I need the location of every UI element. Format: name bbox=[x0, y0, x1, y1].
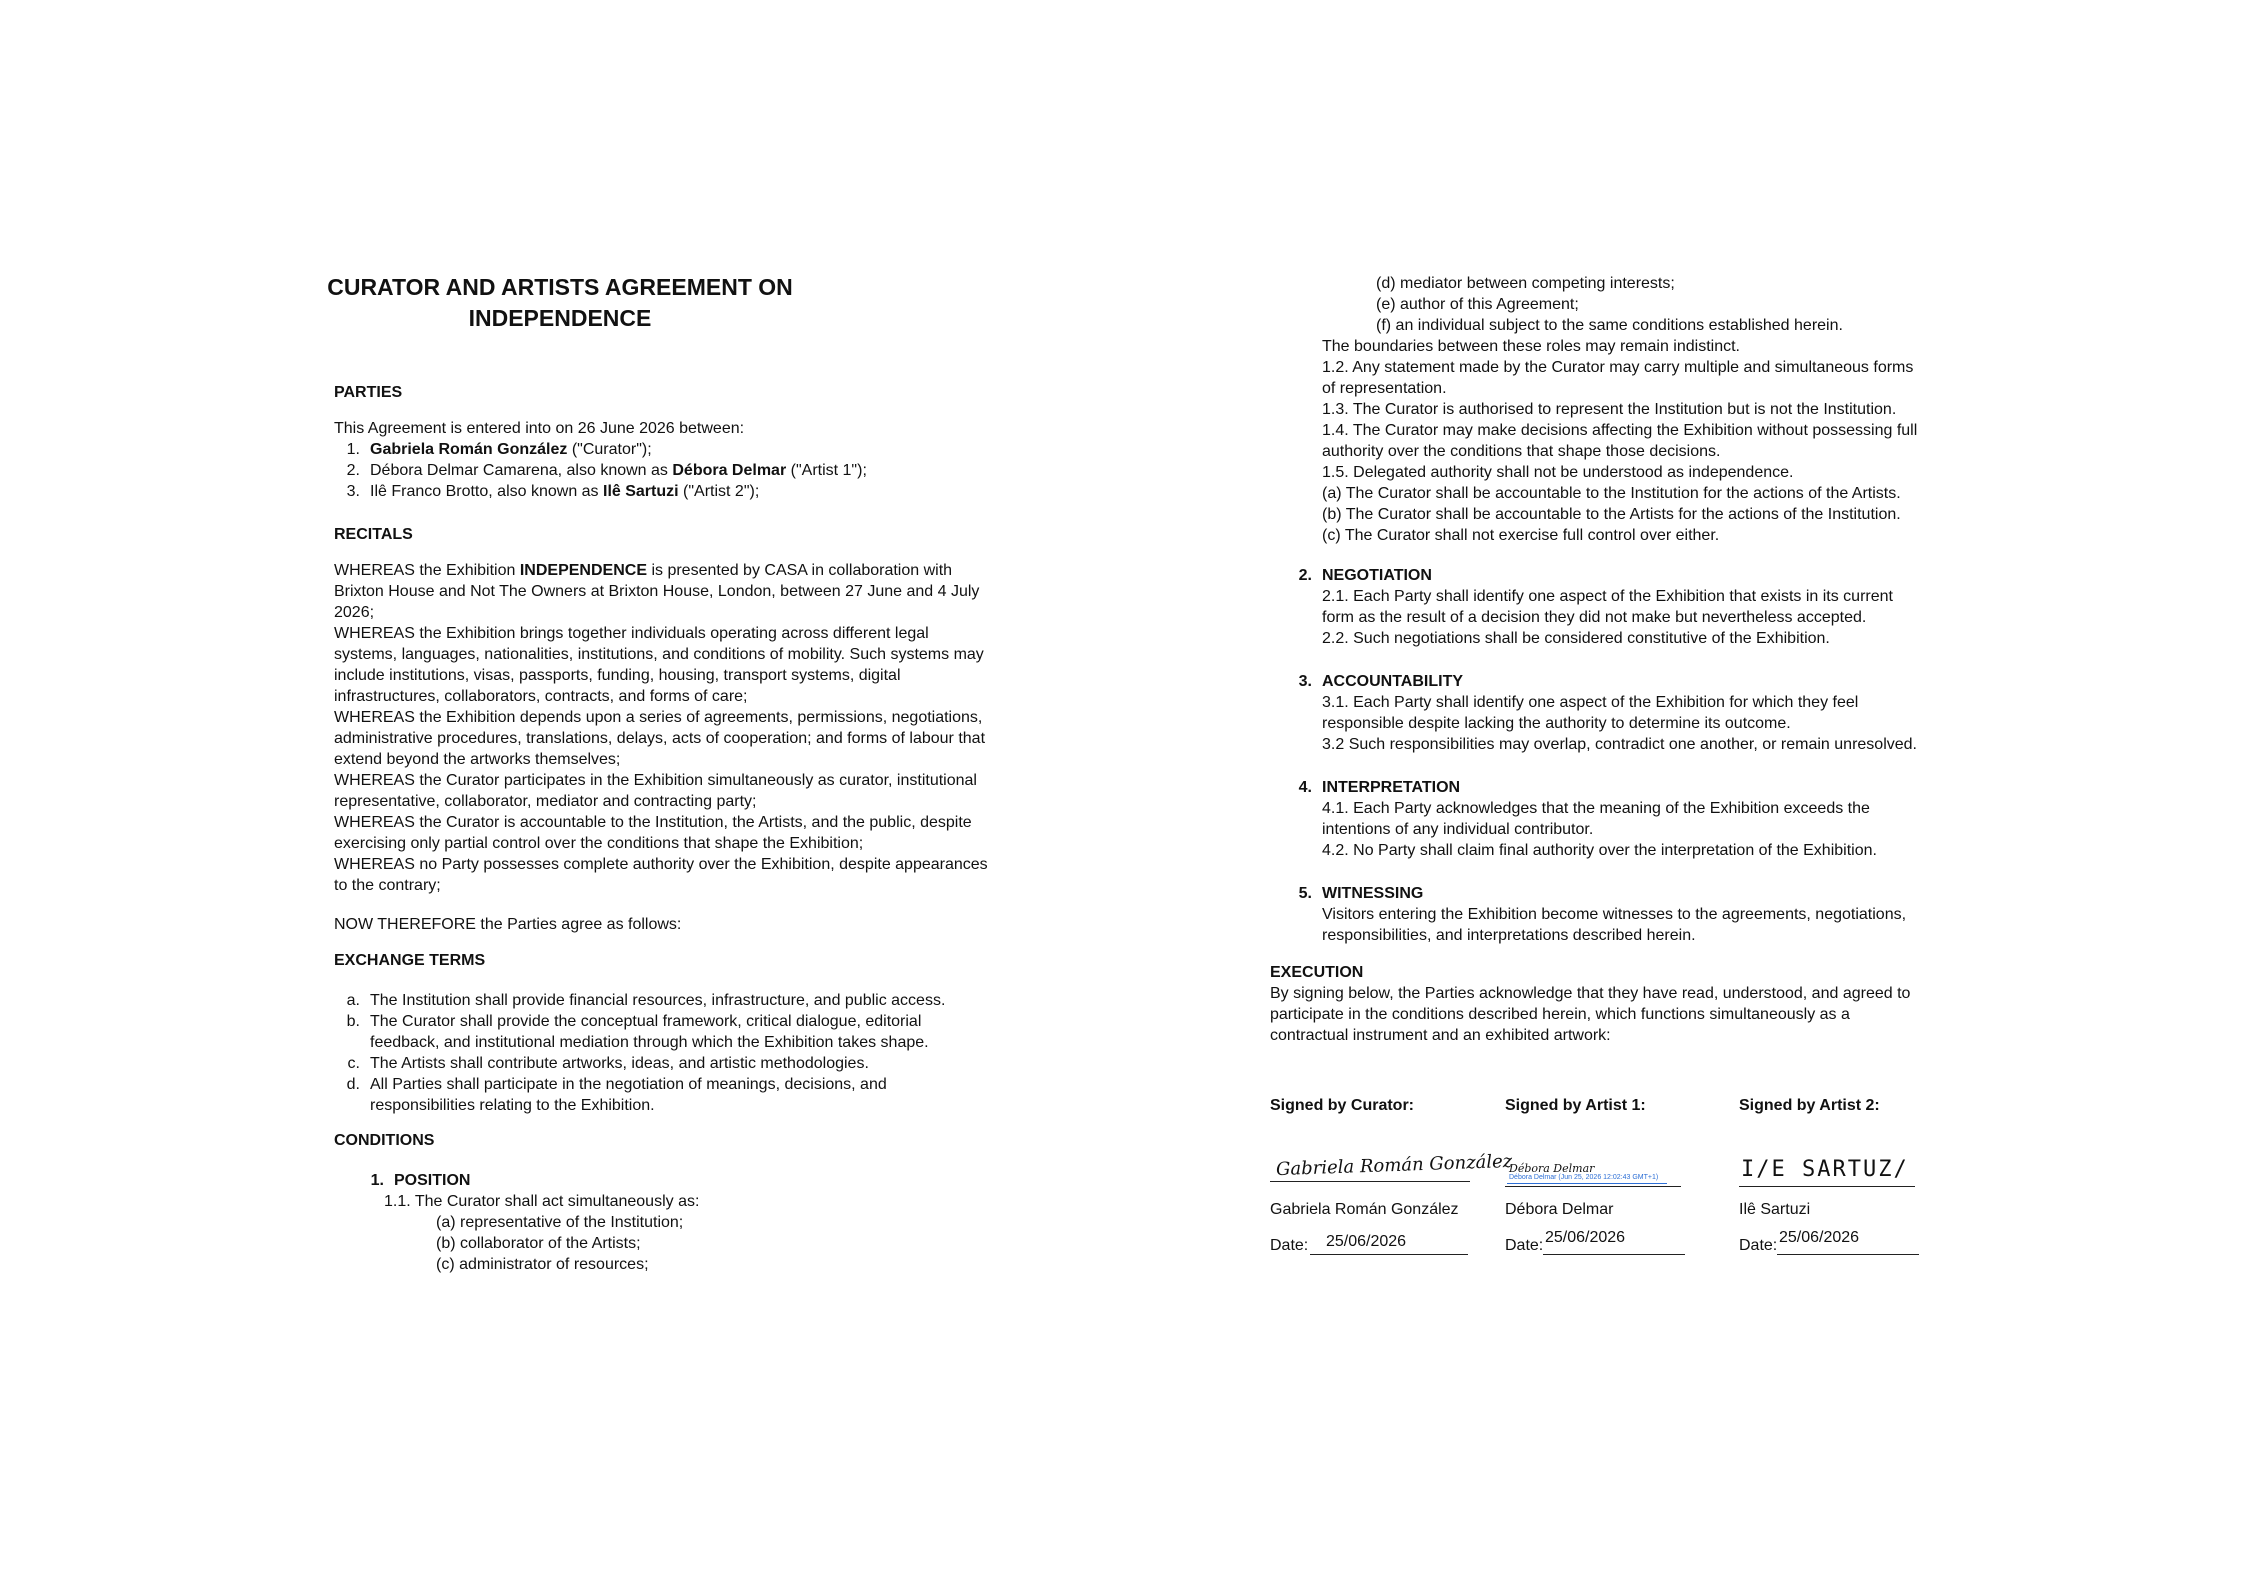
party-number: 1. bbox=[346, 441, 360, 458]
signature-block-curator bbox=[1270, 1097, 1513, 1267]
section-number: 2. bbox=[1298, 567, 1312, 584]
exchange-term-letter: a. bbox=[346, 992, 360, 1009]
party-name: Ilê Sartuzi bbox=[603, 483, 679, 500]
recital-line bbox=[334, 833, 863, 854]
position-clause-line: 1.4. The Curator may make decisions affecting the Exhibition without possessing full bbox=[1322, 422, 1918, 439]
section-number: 3. bbox=[1298, 673, 1312, 690]
section-clause-line: intentions of any individual contributor. bbox=[1322, 821, 1594, 838]
section-heading bbox=[1296, 777, 1460, 798]
exchange-term-line bbox=[334, 990, 945, 1011]
party-name: Gabriela Román González bbox=[370, 441, 568, 458]
position-clause-line: 1.3. The Curator is authorised to represent the Institution but is not the Institution. bbox=[1322, 401, 1897, 418]
artist-2-signature: I/E SARTUZ/ bbox=[1741, 1157, 1909, 1182]
exchange-term-line bbox=[334, 1011, 921, 1032]
accountability-line: (b) The Curator shall be accountable to the Artists for the actions of the Institution. bbox=[1322, 506, 1901, 523]
execution-line: participate in the conditions described herein, which functions simultaneously as a bbox=[1270, 1006, 1850, 1023]
recital-text: WHEREAS the Curator is accountable to the Institution, the Artists, and the public, despite bbox=[334, 814, 972, 831]
party-item bbox=[334, 481, 759, 502]
recital-line bbox=[334, 644, 984, 665]
recital-text: exercising only partial control over the conditions that shape the Exhibition; bbox=[334, 835, 864, 852]
recital-line bbox=[334, 581, 979, 602]
section-clause-line: responsibilities, and interpretations described herein. bbox=[1322, 927, 1696, 944]
signature-line bbox=[1505, 1186, 1681, 1187]
exchange-term-text: The Institution shall provide financial resources, infrastructure, and public access. bbox=[370, 992, 946, 1009]
party-text-post: ("Artist 1"); bbox=[786, 462, 867, 479]
recital-line bbox=[334, 791, 756, 812]
party-name: Débora Delmar bbox=[672, 462, 787, 479]
signature-block-artist-2 bbox=[1739, 1097, 1959, 1267]
section-heading bbox=[1296, 671, 1463, 692]
exchange-term-text: The Artists shall contribute artworks, ideas, and artistic methodologies. bbox=[370, 1055, 869, 1072]
recital-line bbox=[334, 602, 374, 623]
role-item: (a) representative of the Institution; bbox=[436, 1214, 684, 1231]
recital-text: extend beyond the artworks themselves; bbox=[334, 751, 621, 768]
section-clause-line: responsible despite lacking the authority to determine its outcome. bbox=[1322, 715, 1791, 732]
recital-line bbox=[334, 686, 748, 707]
signature-line bbox=[1739, 1186, 1915, 1187]
recital-text: WHEREAS the Curator participates in the Exhibition simultaneously as curator, institutional bbox=[334, 772, 977, 789]
exchange-term-letter: b. bbox=[346, 1013, 360, 1030]
party-number: 3. bbox=[346, 483, 360, 500]
recital-text: WHEREAS the Exhibition brings together individuals operating across different legal bbox=[334, 625, 929, 642]
party-text-pre: Débora Delmar Camarena, also known as bbox=[370, 462, 673, 479]
party-text-post: ("Curator"); bbox=[567, 441, 652, 458]
position-clause-line: The boundaries between these roles may remain indistinct. bbox=[1322, 338, 1740, 355]
agreement-page-left bbox=[230, 0, 1160, 1591]
date-label: Date: bbox=[1739, 1237, 1778, 1254]
signature-date: 25/06/2026 bbox=[1326, 1233, 1407, 1250]
section-clause-line: 4.2. No Party shall claim final authority over the interpretation of the Exhibition. bbox=[1322, 842, 1877, 859]
recital-line bbox=[334, 749, 620, 770]
position-num: 1. bbox=[370, 1172, 384, 1189]
party-item bbox=[334, 460, 867, 481]
section-title: WITNESSING bbox=[1322, 885, 1424, 902]
execution-line: By signing below, the Parties acknowledge that they have read, understood, and agreed to bbox=[1270, 985, 1911, 1002]
signer-name: Gabriela Román González bbox=[1270, 1201, 1459, 1218]
recital-line bbox=[334, 728, 985, 749]
role-item: (c) administrator of resources; bbox=[436, 1256, 649, 1273]
document-title bbox=[260, 272, 860, 334]
position-heading bbox=[360, 1170, 470, 1191]
agreement-page-right bbox=[1230, 0, 2050, 1591]
exchange-term-line bbox=[334, 1053, 869, 1074]
exchange-term-text: feedback, and institutional mediation through which the Exhibition takes shape. bbox=[370, 1034, 929, 1051]
artist-1-signature: Débora Delmar bbox=[1509, 1162, 1595, 1175]
exchange-term-text: The Curator shall provide the conceptual framework, critical dialogue, editorial bbox=[370, 1013, 922, 1030]
date-label: Date: bbox=[1505, 1237, 1544, 1254]
date-line bbox=[1777, 1254, 1919, 1255]
date-line bbox=[1310, 1254, 1468, 1255]
exchange-terms-heading: EXCHANGE TERMS bbox=[334, 952, 486, 969]
signature-title: Signed by Artist 1: bbox=[1505, 1097, 1646, 1114]
recital-text: WHEREAS no Party possesses complete authority over the Exhibition, despite appearances bbox=[334, 856, 988, 873]
signature-title: Signed by Artist 2: bbox=[1739, 1097, 1880, 1114]
position-clause-line: 1.2. Any statement made by the Curator may carry multiple and simultaneous forms bbox=[1322, 359, 1914, 376]
role-item: (d) mediator between competing interests; bbox=[1376, 275, 1675, 292]
recital-line bbox=[334, 854, 988, 875]
section-clause-line: 4.1. Each Party acknowledges that the meaning of the Exhibition exceeds the bbox=[1322, 800, 1870, 817]
section-clause-line: 2.2. Such negotiations shall be considered constitutive of the Exhibition. bbox=[1322, 630, 1830, 647]
position-clause-line: authority over the conditions that shape those decisions. bbox=[1322, 443, 1721, 460]
signer-name: Débora Delmar bbox=[1505, 1201, 1614, 1218]
accountability-line: (a) The Curator shall be accountable to the Institution for the actions of the Artists. bbox=[1322, 485, 1901, 502]
section-number: 4. bbox=[1298, 779, 1312, 796]
recital-text-post: is presented by CASA in collaboration with bbox=[647, 562, 953, 579]
date-label: Date: bbox=[1270, 1237, 1309, 1254]
signature-title: Signed by Curator: bbox=[1270, 1097, 1415, 1114]
position-clause-line: 1.5. Delegated authority shall not be understood as independence. bbox=[1322, 464, 1794, 481]
recital-text: representative, collaborator, mediator and contracting party; bbox=[334, 793, 757, 810]
exchange-term-text: All Parties shall participate in the negotiation of meanings, decisions, and bbox=[370, 1076, 887, 1093]
now-therefore: NOW THEREFORE the Parties agree as follows: bbox=[334, 916, 682, 933]
recital-text: include institutions, visas, passports, funding, housing, transport systems, digital bbox=[334, 667, 901, 684]
exchange-term-letter: d. bbox=[346, 1076, 360, 1093]
recital-text: systems, languages, nationalities, institutions, and conditions of mobility. Such systems may bbox=[334, 646, 984, 663]
execution-heading: EXECUTION bbox=[1270, 964, 1364, 981]
recital-line bbox=[334, 665, 901, 686]
section-clause-line: 3.2 Such responsibilities may overlap, contradict one another, or remain unresolved. bbox=[1322, 736, 1917, 753]
recital-text: infrastructures, collaborators, contracts, and forms of care; bbox=[334, 688, 748, 705]
recital-line bbox=[334, 560, 952, 581]
exchange-term-line bbox=[334, 1074, 887, 1095]
section-number: 5. bbox=[1298, 885, 1312, 902]
exchange-term-line bbox=[334, 1032, 929, 1053]
section-title: NEGOTIATION bbox=[1322, 567, 1432, 584]
execution-line: contractual instrument and an exhibited artwork: bbox=[1270, 1027, 1611, 1044]
recital-text: WHEREAS the Exhibition depends upon a series of agreements, permissions, negotiations, bbox=[334, 709, 983, 726]
date-line bbox=[1543, 1254, 1685, 1255]
signature-date: 25/06/2026 bbox=[1779, 1229, 1860, 1246]
recital-line bbox=[334, 875, 441, 896]
conditions-heading: CONDITIONS bbox=[334, 1132, 435, 1149]
recital-text: Brixton House and Not The Owners at Brixton House, London, between 27 June and 4 July bbox=[334, 583, 980, 600]
party-text-post: ("Artist 2"); bbox=[678, 483, 760, 500]
exchange-term-text: responsibilities relating to the Exhibition. bbox=[370, 1097, 655, 1114]
party-text-pre: Ilê Franco Brotto, also known as bbox=[370, 483, 603, 500]
recital-line bbox=[334, 812, 972, 833]
section-clause-line: 3.1. Each Party shall identify one aspect of the Exhibition for which they feel bbox=[1322, 694, 1859, 711]
section-clause-line: 2.1. Each Party shall identify one aspect of the Exhibition that exists in its current bbox=[1322, 588, 1893, 605]
recital-line bbox=[334, 707, 982, 728]
esign-underline bbox=[1507, 1183, 1667, 1184]
recital-line bbox=[334, 770, 977, 791]
recital-text: WHEREAS the Exhibition bbox=[334, 562, 520, 579]
exchange-term-line bbox=[334, 1095, 655, 1116]
role-item: (e) author of this Agreement; bbox=[1376, 296, 1579, 313]
accountability-line: (c) The Curator shall not exercise full control over either. bbox=[1322, 527, 1720, 544]
signature-block-artist-1 bbox=[1505, 1097, 1725, 1267]
section-title: INTERPRETATION bbox=[1322, 779, 1461, 796]
section-clause-line: Visitors entering the Exhibition become witnesses to the agreements, negotiations, bbox=[1322, 906, 1907, 923]
party-item bbox=[334, 439, 652, 460]
title-line-2: INDEPENDENCE bbox=[468, 305, 652, 331]
signer-name: Ilê Sartuzi bbox=[1739, 1201, 1811, 1218]
signature-line bbox=[1270, 1181, 1470, 1182]
exhibition-name: INDEPENDENCE bbox=[519, 562, 647, 579]
parties-heading: PARTIES bbox=[334, 384, 403, 401]
recital-text: to the contrary; bbox=[334, 877, 441, 894]
role-item: (b) collaborator of the Artists; bbox=[436, 1235, 641, 1252]
signature-date: 25/06/2026 bbox=[1545, 1229, 1626, 1246]
recital-line bbox=[334, 623, 929, 644]
section-clause-line: form as the result of a decision they did not make but nevertheless accepted. bbox=[1322, 609, 1867, 626]
section-heading bbox=[1296, 883, 1423, 904]
curator-signature: Gabriela Román González bbox=[1275, 1150, 1513, 1181]
position-clause-line: of representation. bbox=[1322, 380, 1447, 397]
party-number: 2. bbox=[346, 462, 360, 479]
parties-intro: This Agreement is entered into on 26 June 2026 between: bbox=[334, 420, 745, 437]
esign-stamp: Débora Delmar (Jun 25, 2026 12:02:43 GMT+1) bbox=[1509, 1174, 1659, 1181]
exchange-term-letter: c. bbox=[347, 1055, 360, 1072]
section-heading bbox=[1296, 565, 1432, 586]
recital-text: 2026; bbox=[334, 604, 375, 621]
position-title: POSITION bbox=[394, 1172, 471, 1189]
section-title: ACCOUNTABILITY bbox=[1322, 673, 1464, 690]
title-line-1: CURATOR AND ARTISTS AGREEMENT ON bbox=[327, 274, 793, 300]
role-item: (f) an individual subject to the same conditions established herein. bbox=[1376, 317, 1843, 334]
recital-text: administrative procedures, translations, delays, acts of cooperation; and forms of labour that bbox=[334, 730, 986, 747]
position-intro: 1.1. The Curator shall act simultaneously as: bbox=[384, 1193, 700, 1210]
recitals-heading: RECITALS bbox=[334, 526, 413, 543]
